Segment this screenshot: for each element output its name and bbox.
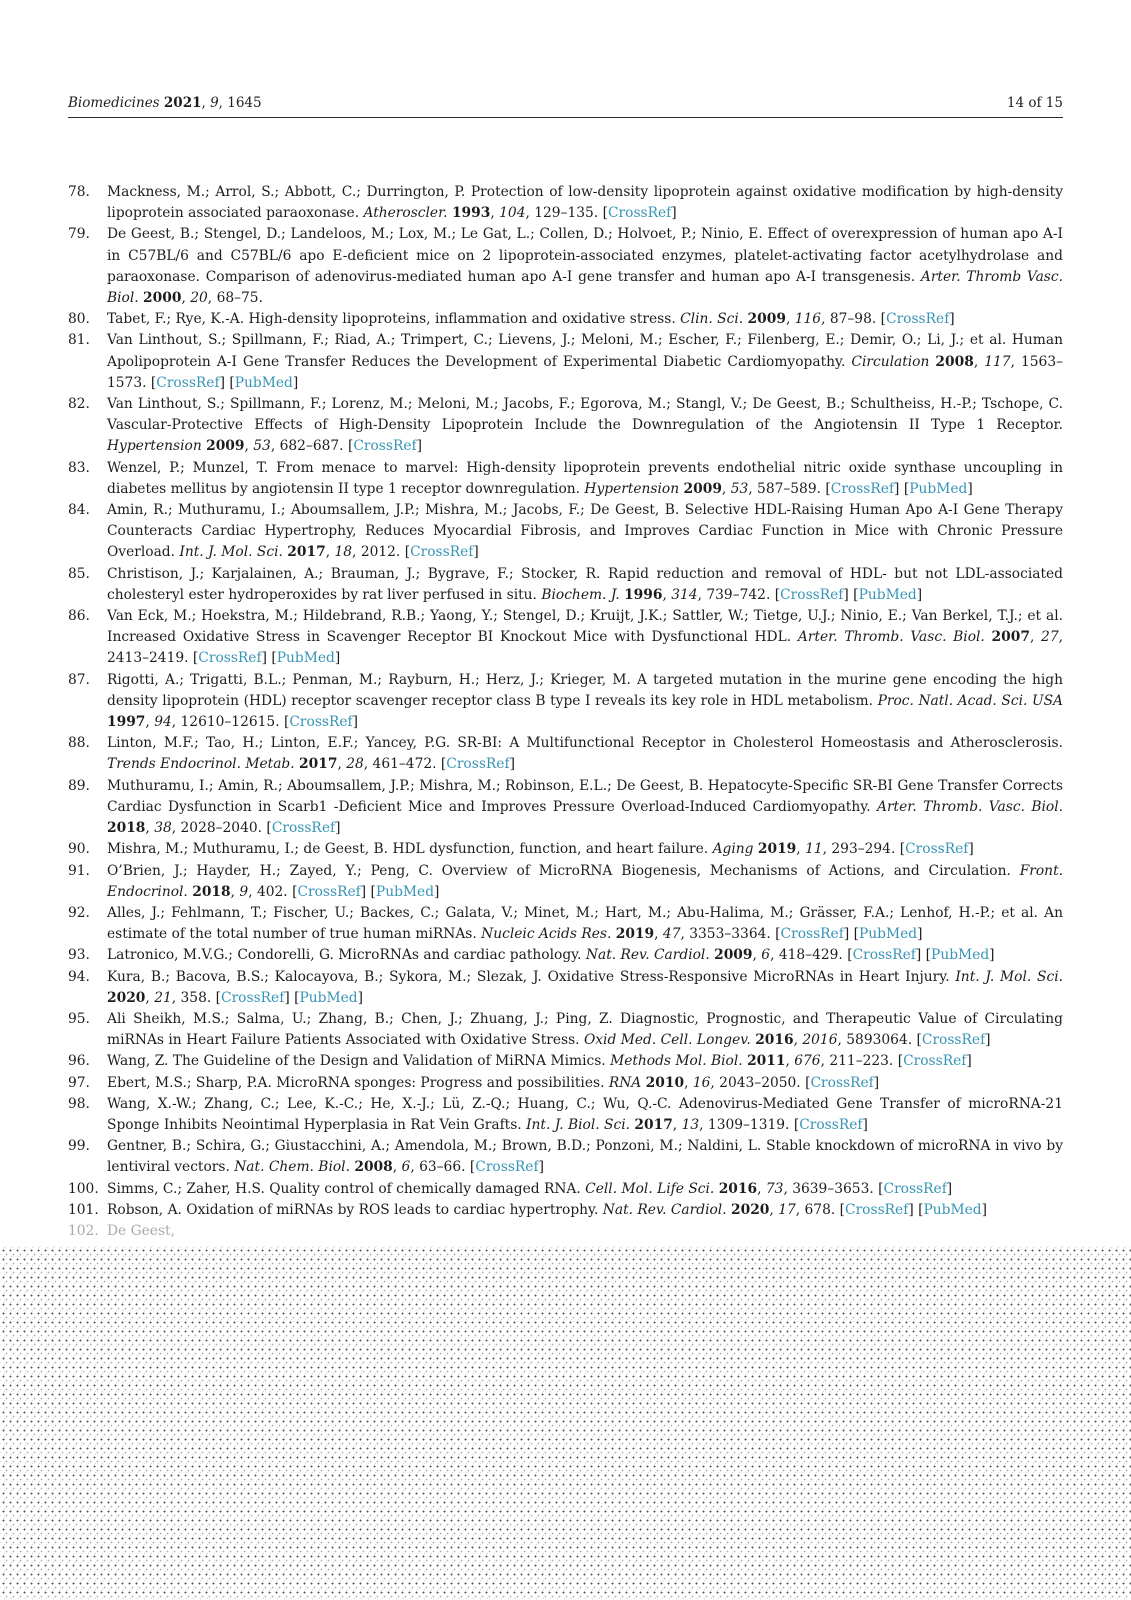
- reference-number: 101.: [68, 1201, 99, 1218]
- reference-item: [68, 224, 1063, 309]
- reference-text: Mishra, M.; Muthuramu, I.; de Geest, B. HDL dysfunction, function, and heart failure. Aging 2019, 11, 293–294. [ CrossRef ]: [107, 839, 1063, 860]
- reference-item: [68, 776, 1063, 840]
- reference-text: O’Brien, J.; Hayder, H.; Zayed, Y.; Peng, C. Overview of MicroRNA Biogenesis, Mechanisms of Actions, and Circulation. Front. Endocrinol. 2018, 9, 402. [ CrossRef ] [ PubMed ]: [107, 861, 1063, 903]
- reference-item: [68, 1073, 1063, 1094]
- reference-text: Van Linthout, S.; Spillmann, F.; Lorenz, M.; Meloni, M.; Jacobs, F.; Egorova, M.; Stangl, V.; De Geest, B.; Schultheiss, H.-P.; Tschope, C. Vascular-Protective Effects of High-Density Lipoprotein Include the Downregulation of the Angiotensin II Type 1 Receptor. Hypertension 2009, 53, 682–687. [ CrossRef ]: [107, 394, 1063, 458]
- reference-number: 84.: [68, 502, 90, 519]
- reference-item: [68, 564, 1063, 606]
- crossref-link[interactable]: [ CrossRef ]: [794, 1117, 868, 1133]
- reference-number: 85.: [68, 565, 90, 582]
- crossref-link[interactable]: [ CrossRef ]: [825, 481, 899, 497]
- crossref-link[interactable]: [ CrossRef ]: [878, 1181, 952, 1197]
- journal-citation: Biomedicines 2021, 9, 1645: [68, 95, 262, 111]
- crossref-link[interactable]: [ CrossRef ]: [405, 544, 479, 560]
- reference-text: Tabet, F.; Rye, K.-A. High-density lipoproteins, inflammation and oxidative stress. Clin. Sci. 2009, 116, 87–98. [ CrossRef ]: [107, 309, 1063, 330]
- reference-item: [68, 1094, 1063, 1136]
- reference-item: [68, 606, 1063, 670]
- reference-text: Ebert, M.S.; Sharp, P.A. MicroRNA sponges: Progress and possibilities. RNA 2010, 16, 2043–2050. [ CrossRef ]: [107, 1073, 1063, 1094]
- pubmed-link[interactable]: [ PubMed ]: [229, 375, 298, 391]
- reference-number: 82.: [68, 396, 90, 413]
- reference-text: Ali Sheikh, M.S.; Salma, U.; Zhang, B.; Chen, J.; Zhuang, J.; Ping, Z. Diagnostic, Prognostic, and Therapeutic Value of Circulating miRNAs in Heart Failure Patients Associated with Oxidative Stress. Oxid Med. Cell. Longev. 2016, 2016, 5893064. [ CrossRef ]: [107, 1009, 1063, 1051]
- page-number: 14 of 15: [1006, 95, 1063, 111]
- reference-item: [68, 670, 1063, 734]
- reference-item: [68, 967, 1063, 1009]
- crossref-link[interactable]: [ CrossRef ]: [840, 1202, 914, 1218]
- crossref-link[interactable]: [ CrossRef ]: [898, 1053, 972, 1069]
- crossref-link[interactable]: [ CrossRef ]: [216, 990, 290, 1006]
- reference-number: 86.: [68, 608, 90, 625]
- reference-item: [68, 1051, 1063, 1072]
- reference-item: [68, 182, 1063, 224]
- crossref-link[interactable]: [ CrossRef ]: [917, 1032, 991, 1048]
- pubmed-link[interactable]: [ PubMed ]: [918, 1202, 987, 1218]
- crossref-link[interactable]: [ CrossRef ]: [775, 926, 849, 942]
- crossref-link[interactable]: [ CrossRef ]: [900, 841, 974, 857]
- reference-number: 100.: [68, 1180, 99, 1197]
- reference-text: Latronico, M.V.G.; Condorelli, G. MicroRNAs and cardiac pathology. Nat. Rev. Cardiol. 2009, 6, 418–429. [ CrossRef ] [ PubMed ]: [107, 945, 1063, 966]
- reference-item: [68, 733, 1063, 775]
- reference-item: [68, 1009, 1063, 1051]
- reference-number: 93.: [68, 947, 90, 964]
- page-header: [68, 95, 1063, 111]
- reference-item: [68, 1179, 1063, 1200]
- reference-number: 94.: [68, 968, 90, 985]
- reference-item: [68, 903, 1063, 945]
- header-divider: [68, 117, 1063, 118]
- reference-text: Van Linthout, S.; Spillmann, F.; Riad, A.; Trimpert, C.; Lievens, J.; Meloni, M.; Escher, F.; Filenberg, E.; Demir, O.; Li, J.; et al. Human Apolipoprotein A-I Gene Transfer Reduces the Development of Experimental Diabetic Cardiomyopathy. Circulation 2008, 117, 1563–1573. [ CrossRef ] [ PubMed ]: [107, 330, 1063, 394]
- crossref-link[interactable]: [ CrossRef ]: [775, 587, 849, 603]
- reference-text: Linton, M.F.; Tao, H.; Linton, E.F.; Yancey, P.G. SR-BI: A Multifunctional Receptor in Cholesterol Homeostasis and Atherosclerosis. Trends Endocrinol. Metab. 2017, 28, 461–472. [ CrossRef ]: [107, 733, 1063, 775]
- reference-number: 95.: [68, 1010, 90, 1027]
- crossref-link[interactable]: [ CrossRef ]: [292, 884, 366, 900]
- reference-list: [68, 182, 1063, 1242]
- reference-text: Robson, A. Oxidation of miRNAs by ROS leads to cardiac hypertrophy. Nat. Rev. Cardiol. 2020, 17, 678. [ CrossRef ] [ PubMed ]: [107, 1200, 1063, 1221]
- crossref-link[interactable]: [ CrossRef ]: [441, 756, 515, 772]
- reference-text: De Geest,: [107, 1222, 175, 1239]
- reference-number: 96.: [68, 1053, 90, 1070]
- reference-text: Kura, B.; Bacova, B.S.; Kalocayova, B.; Sykora, M.; Slezak, J. Oxidative Stress-Responsive MicroRNAs in Heart Injury. Int. J. Mol. Sci. 2020, 21, 358. [ CrossRef ] [ PubMed ]: [107, 967, 1063, 1009]
- reference-item: [68, 309, 1063, 330]
- reference-text: Muthuramu, I.; Amin, R.; Aboumsallem, J.P.; Mishra, M.; Robinson, E.L.; De Geest, B. Hepatocyte-Specific SR-BI Gene Transfer Corrects Cardiac Dysfunction in Scarb1 -Deficient Mice and Improves Pressure Overload-Induced Cardiomyopathy. Arter. Thromb. Vasc. Biol. 2018, 38, 2028–2040. [ CrossRef ]: [107, 776, 1063, 840]
- reference-text: Rigotti, A.; Trigatti, B.L.; Penman, M.; Rayburn, H.; Herz, J.; Krieger, M. A targeted mutation in the murine gene encoding the high density lipoprotein (HDL) receptor scavenger receptor class B type I reveals its key role in HDL metabolism. Proc. Natl. Acad. Sci. USA 1997, 94, 12610–12615. [ CrossRef ]: [107, 670, 1063, 734]
- reference-number: 99.: [68, 1138, 90, 1155]
- reference-text: Mackness, M.; Arrol, S.; Abbott, C.; Durrington, P. Protection of low-density lipoprotein against oxidative modification by high-density lipoprotein associated paraoxonase. Atheroscler. 1993, 104, 129–135. [ CrossRef ]: [107, 182, 1063, 224]
- crossref-link[interactable]: [ CrossRef ]: [348, 438, 422, 454]
- reference-item: [68, 1221, 1063, 1242]
- reference-text: Wang, X.-W.; Zhang, C.; Lee, K.-C.; He, X.-J.; Lü, Z.-Q.; Huang, C.; Wu, Q.-C. Adenovirus-Mediated Gene Transfer of microRNA-21 Sponge Inhibits Neointimal Hyperplasia in Rat Vein Grafts. Int. J. Biol. Sci. 2017, 13, 1309–1319. [ CrossRef ]: [107, 1094, 1063, 1136]
- reference-item: [68, 458, 1063, 500]
- pubmed-link[interactable]: [ PubMed ]: [294, 990, 363, 1006]
- pubmed-link[interactable]: [ PubMed ]: [854, 926, 923, 942]
- reference-text: Gentner, B.; Schira, G.; Giustacchini, A.; Amendola, M.; Brown, B.D.; Ponzoni, M.; Naldini, L. Stable knockdown of microRNA in vivo by lentiviral vectors. Nat. Chem. Biol. 2008, 6, 63–66. [ CrossRef ]: [107, 1136, 1063, 1178]
- reference-number: 80.: [68, 311, 90, 328]
- crossref-link[interactable]: [ CrossRef ]: [805, 1075, 879, 1091]
- reference-number: 87.: [68, 671, 90, 688]
- reference-item: [68, 839, 1063, 860]
- crossref-link[interactable]: [ CrossRef ]: [193, 650, 267, 666]
- pubmed-link[interactable]: [ PubMed ]: [371, 884, 440, 900]
- reference-text: Simms, C.; Zaher, H.S. Quality control of chemically damaged RNA. Cell. Mol. Life Sci. 2016, 73, 3639–3653. [ CrossRef ]: [107, 1179, 1063, 1200]
- reference-number: 92.: [68, 904, 90, 921]
- pubmed-link[interactable]: [ PubMed ]: [271, 650, 340, 666]
- pubmed-link[interactable]: [ PubMed ]: [853, 587, 922, 603]
- reference-item: [68, 861, 1063, 903]
- crossref-link[interactable]: [ CrossRef ]: [151, 375, 225, 391]
- reference-number: 83.: [68, 459, 90, 476]
- crossref-link[interactable]: [ CrossRef ]: [603, 205, 677, 221]
- reference-text: Wang, Z. The Guideline of the Design and Validation of MiRNA Mimics. Methods Mol. Biol. 2011, 676, 211–223. [ CrossRef ]: [107, 1051, 1063, 1072]
- crossref-link[interactable]: [ CrossRef ]: [470, 1159, 544, 1175]
- reference-number: 89.: [68, 777, 90, 794]
- reference-number: 97.: [68, 1074, 90, 1091]
- reference-text: Amin, R.; Muthuramu, I.; Aboumsallem, J.P.; Mishra, M.; Jacobs, F.; De Geest, B. Selective HDL-Raising Human Apo A-I Gene Therapy Counteracts Cardiac Hypertrophy, Reduces Myocardial Fibrosis, and Improves Cardiac Function in Mice with Chronic Pressure Overload. Int. J. Mol. Sci. 2017, 18, 2012. [ CrossRef ]: [107, 500, 1063, 564]
- reference-text: De Geest, B.; Stengel, D.; Landeloos, M.; Lox, M.; Le Gat, L.; Collen, D.; Holvoet, P.; Ninio, E. Effect of overexpression of human apo A-I in C57BL/6 and C57BL/6 apo E-deficient mice on 2 lipoprotein-associated enzymes, platelet-activating factor acetylhydrolase and paraoxonase. Comparison of adenovirus-mediated human apo A-I gene transfer and human apo A-I transgenesis. Arter. Thromb Vasc. Biol. 2000, 20, 68–75.: [107, 226, 1063, 307]
- crossref-link[interactable]: [ CrossRef ]: [266, 820, 340, 836]
- reference-text: Alles, J.; Fehlmann, T.; Fischer, U.; Backes, C.; Galata, V.; Minet, M.; Hart, M.; Abu-Halima, M.; Grässer, F.A.; Lenhof, H.-P.; et al. An estimate of the total number of true human miRNAs. Nucleic Acids Res. 2019, 47, 3353–3364. [ CrossRef ] [ PubMed ]: [107, 903, 1063, 945]
- reference-number: 91.: [68, 862, 90, 879]
- reference-item: [68, 394, 1063, 458]
- reference-item: [68, 500, 1063, 564]
- reference-text: Van Eck, M.; Hoekstra, M.; Hildebrand, R.B.; Yaong, Y.; Stengel, D.; Kruijt, J.K.; Sattler, W.; Tietge, U.J.; Ninio, E.; Van Berkel, T.J.; et al. Increased Oxidative Stress in Scavenger Receptor BI Knockout Mice with Dysfunctional HDL. Arter. Thromb. Vasc. Biol. 2007, 27, 2413–2419. [ CrossRef ] [ PubMed ]: [107, 606, 1063, 670]
- reference-number: 81.: [68, 332, 90, 349]
- pubmed-link[interactable]: [ PubMed ]: [926, 947, 995, 963]
- reference-number: 102.: [68, 1222, 99, 1239]
- reference-item: [68, 945, 1063, 966]
- reference-item: [68, 1200, 1063, 1221]
- reference-text: Christison, J.; Karjalainen, A.; Brauman, J.; Bygrave, F.; Stocker, R. Rapid reduction and removal of HDL- but not LDL-associated cholesteryl ester hydroperoxides by rat liver perfused in situ. Biochem. J. 1996, 314, 739–742. [ CrossRef ] [ PubMed ]: [107, 564, 1063, 606]
- reference-text: Wenzel, P.; Munzel, T. From menace to marvel: High-density lipoprotein prevents endothelial nitric oxide synthase uncoupling in diabetes mellitus by angiotensin II type 1 receptor downregulation. Hypertension 2009, 53, 587–589. [ CrossRef ] [ PubMed ]: [107, 458, 1063, 500]
- crossref-link[interactable]: [ CrossRef ]: [847, 947, 921, 963]
- reference-number: 78.: [68, 184, 90, 200]
- reference-number: 88.: [68, 735, 90, 752]
- reference-item: [68, 330, 1063, 394]
- reference-number: 79.: [68, 226, 90, 243]
- pubmed-link[interactable]: [ PubMed ]: [904, 481, 973, 497]
- halftone-scan-artifact: [0, 1246, 1131, 1600]
- reference-number: 90.: [68, 841, 90, 858]
- reference-number: 98.: [68, 1095, 90, 1112]
- crossref-link[interactable]: [ CrossRef ]: [881, 311, 955, 327]
- crossref-link[interactable]: [ CrossRef ]: [284, 714, 358, 730]
- reference-item: [68, 1136, 1063, 1178]
